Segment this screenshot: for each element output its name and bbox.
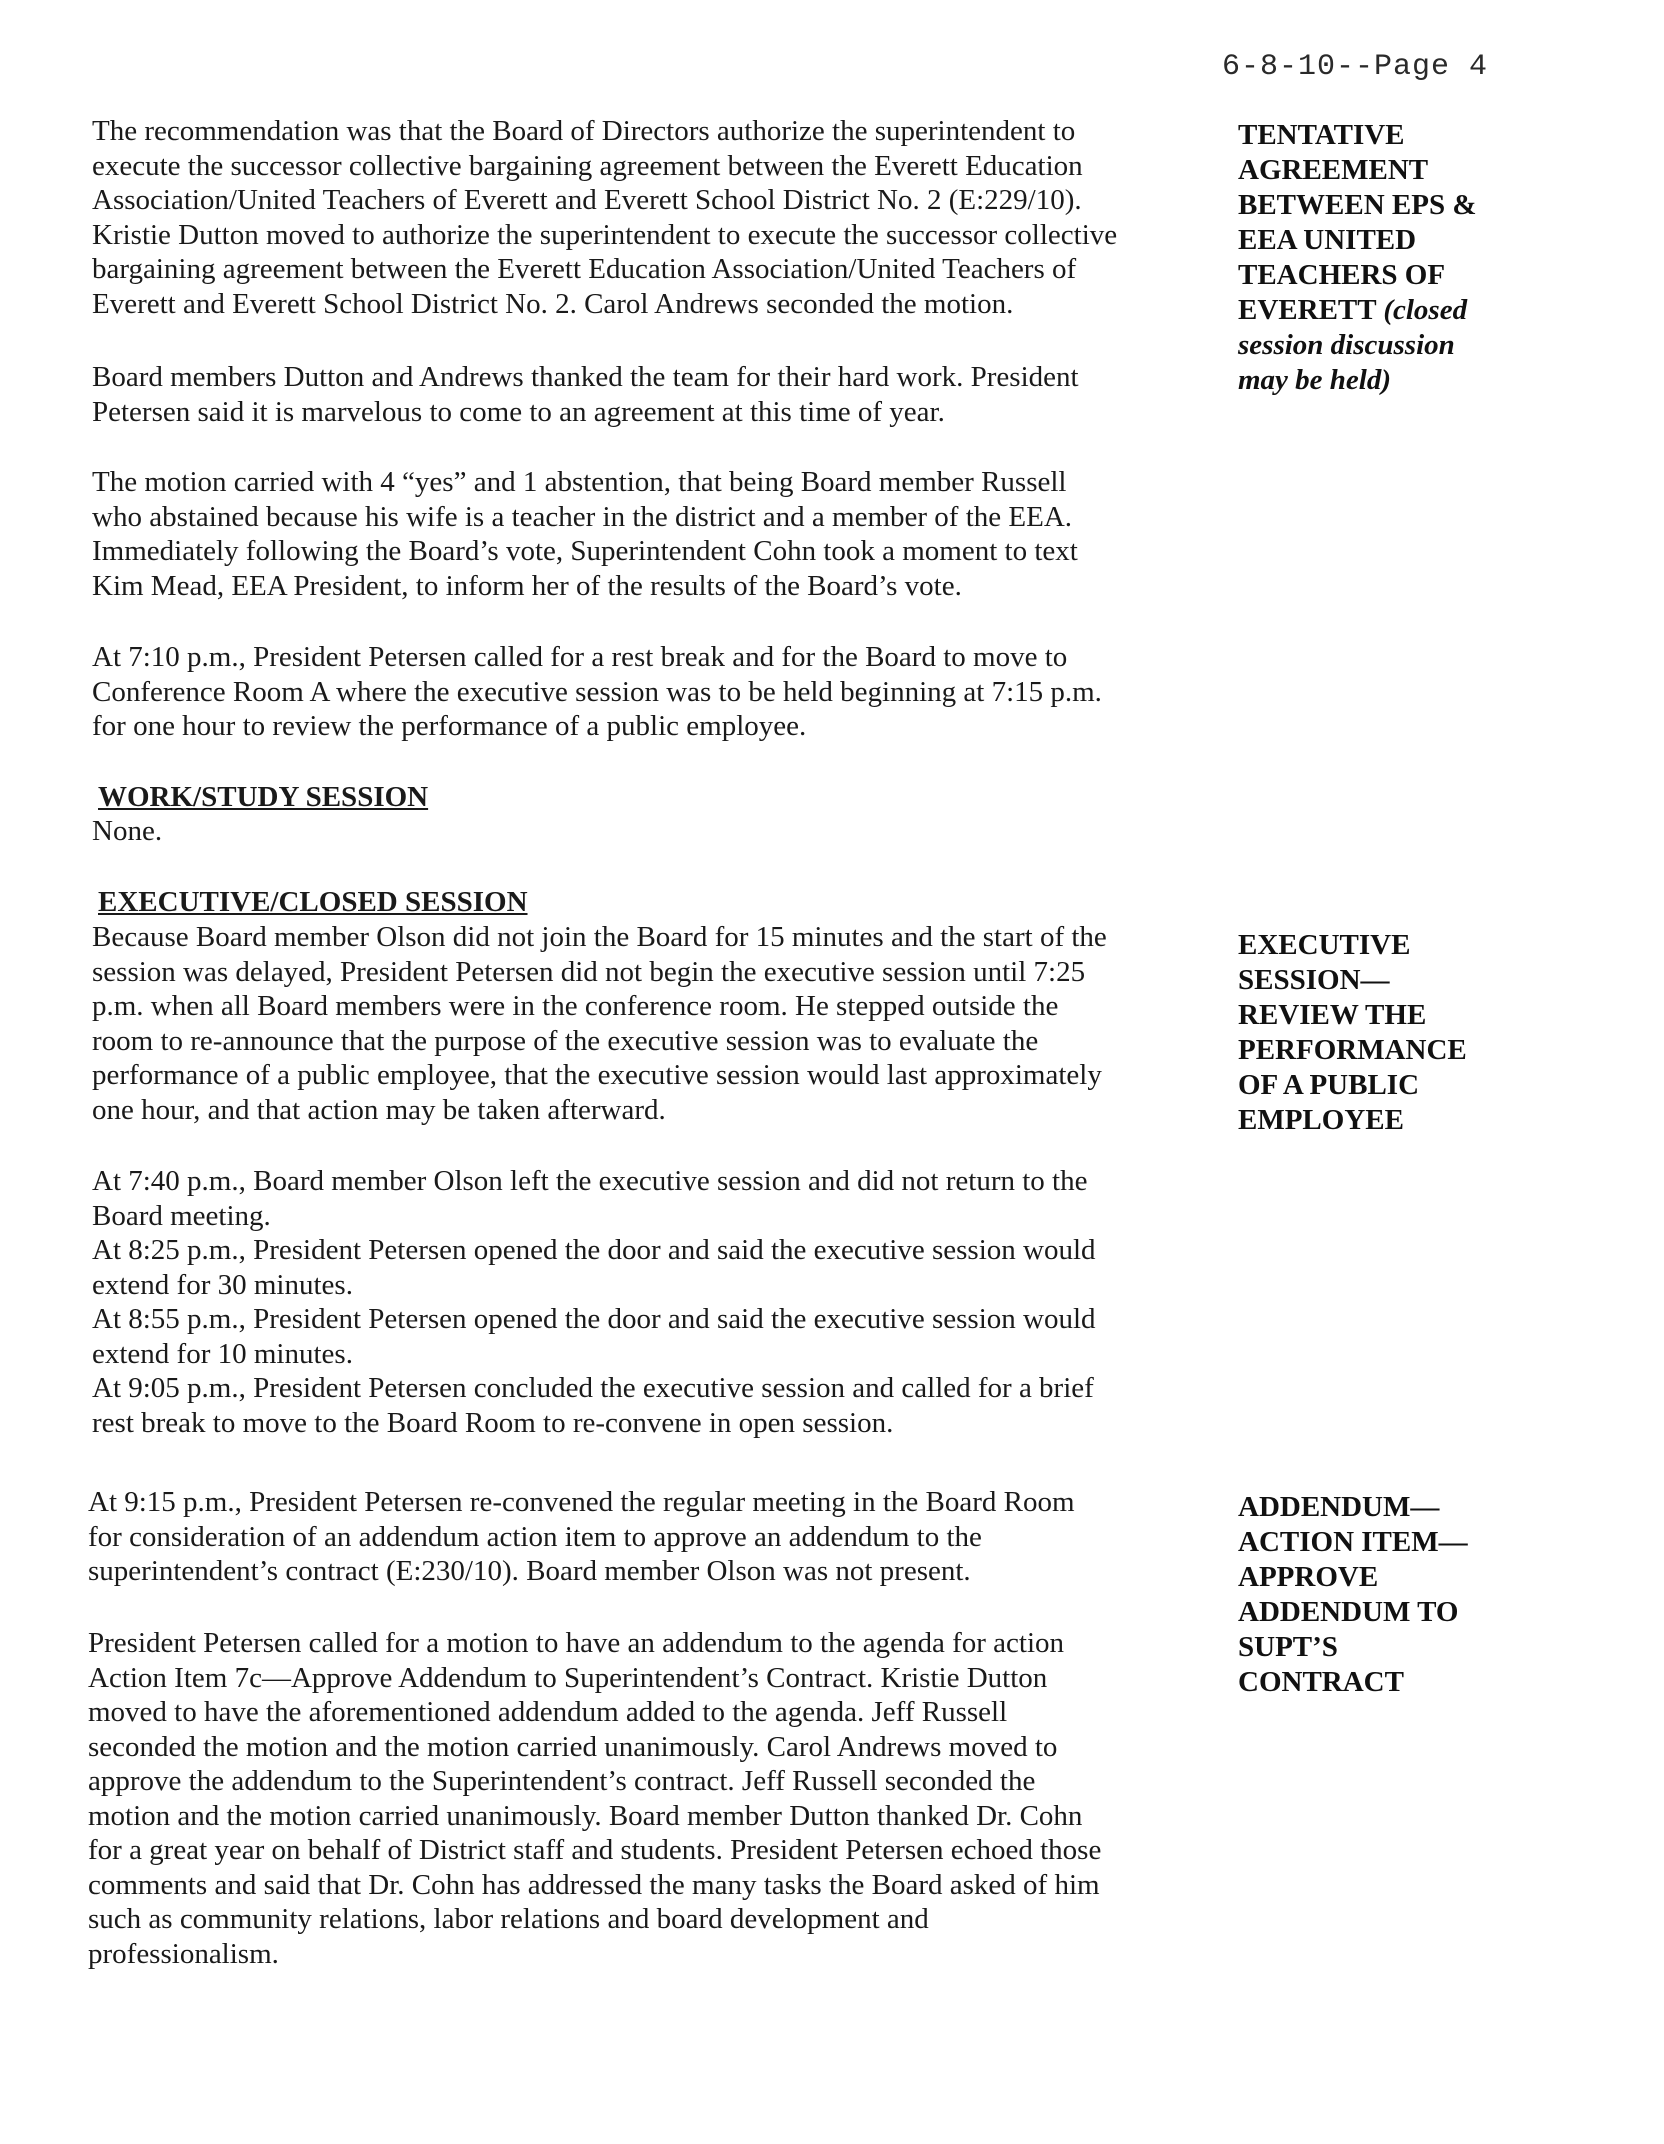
margin-line: BETWEEN EPS & bbox=[1238, 189, 1477, 221]
text-line: professionalism. bbox=[88, 1937, 279, 1970]
margin-line: APPROVE bbox=[1238, 1561, 1379, 1593]
margin-line: EXECUTIVE bbox=[1238, 929, 1411, 961]
text-line: who abstained because his wife is a teacher in the district and a member of the EEA. bbox=[92, 500, 1073, 533]
margin-heading-addendum-action bbox=[1238, 1490, 1638, 1700]
text-line: Kristie Dutton moved to authorize the superintendent to execute the successor collective bbox=[92, 218, 1118, 251]
margin-line: REVIEW THE bbox=[1238, 999, 1427, 1031]
text-line: None. bbox=[92, 815, 163, 847]
text-line: execute the successor collective bargaining agreement between the Everett Education bbox=[92, 149, 1083, 182]
margin-heading-tentative-agreement bbox=[1238, 118, 1638, 398]
margin-line-italic: (closed bbox=[1383, 294, 1468, 326]
margin-line: OF A PUBLIC bbox=[1238, 1069, 1420, 1101]
text-line: superintendent’s contract (E:230/10). Board member Olson was not present. bbox=[88, 1555, 971, 1587]
text-line: for one hour to review the performance of a public employee. bbox=[92, 710, 807, 742]
paragraph-recommendation bbox=[92, 114, 1192, 321]
text-line: Association/United Teachers of Everett and Everett School District No. 2 (E:229/10). bbox=[92, 184, 1082, 216]
text-line: performance of a public employee, that the executive session would last approximately bbox=[92, 1059, 1102, 1091]
text-line: rest break to move to the Board Room to re-convene in open session. bbox=[92, 1406, 894, 1439]
text-line: for a great year on behalf of District staff and students. President Petersen echoed those bbox=[88, 1834, 1102, 1866]
text-line: room to re-announce that the purpose of the executive session was to evaluate the bbox=[92, 1024, 1039, 1057]
text-line: extend for 10 minutes. bbox=[92, 1337, 353, 1370]
text-line: At 9:05 p.m., President Petersen concluded the executive session and called for a brief bbox=[92, 1372, 1094, 1404]
text-line: Immediately following the Board’s vote, Superintendent Cohn took a moment to text bbox=[92, 535, 1078, 567]
margin-line: TENTATIVE bbox=[1238, 119, 1405, 151]
text-line: bargaining agreement between the Everett Education Association/United Teachers of bbox=[92, 253, 1077, 285]
margin-line-bold: EVERETT bbox=[1238, 294, 1384, 326]
paragraph-reconvene bbox=[88, 1485, 1188, 1589]
paragraph-rest-break bbox=[92, 640, 1192, 744]
heading-work-study-session: WORK/STUDY SESSION bbox=[98, 781, 429, 813]
margin-line bbox=[1238, 293, 1638, 328]
paragraph-exec-session bbox=[92, 920, 1192, 1127]
margin-line: EEA UNITED bbox=[1238, 224, 1417, 256]
margin-line: SUPT’S bbox=[1238, 1631, 1338, 1663]
text-line: Everett and Everett School District No. 2. Carol Andrews seconded the motion. bbox=[92, 287, 1014, 320]
text-line: extend for 30 minutes. bbox=[92, 1268, 353, 1301]
margin-line: ADDENDUM— bbox=[1238, 1491, 1440, 1523]
text-line: Petersen said it is marvelous to come to an agreement at this time of year. bbox=[92, 395, 945, 428]
paragraph-timeline bbox=[92, 1164, 1192, 1440]
text-line: motion and the motion carried unanimously. Board member Dutton thanked Dr. Cohn bbox=[88, 1799, 1083, 1832]
margin-line: SESSION— bbox=[1238, 964, 1390, 996]
margin-line: EMPLOYEE bbox=[1238, 1104, 1404, 1136]
text-line: one hour, and that action may be taken afterward. bbox=[92, 1093, 666, 1126]
text-line: Action Item 7c—Approve Addendum to Superintendent’s Contract. Kristie Dutton bbox=[88, 1661, 1048, 1694]
text-line: At 8:25 p.m., President Petersen opened the door and said the executive session would bbox=[92, 1234, 1096, 1266]
text-line: Conference Room A where the executive session was to be held beginning at 7:15 p.m. bbox=[92, 675, 1102, 708]
text-line: comments and said that Dr. Cohn has addressed the many tasks the Board asked of him bbox=[88, 1868, 1100, 1901]
text-line: The recommendation was that the Board of Directors authorize the superintendent to bbox=[92, 115, 1076, 147]
heading-executive-closed-session: EXECUTIVE/CLOSED SESSION bbox=[98, 886, 528, 918]
margin-line: session discussion bbox=[1238, 329, 1455, 361]
text-line: Because Board member Olson did not join the Board for 15 minutes and the start of the bbox=[92, 921, 1107, 953]
margin-line: ACTION ITEM— bbox=[1238, 1526, 1468, 1558]
paragraph-addendum-motion bbox=[88, 1626, 1188, 1971]
text-line: At 7:40 p.m., Board member Olson left the executive session and did not return to the bbox=[92, 1165, 1088, 1197]
text-line: At 9:15 p.m., President Petersen re-convened the regular meeting in the Board Room bbox=[88, 1486, 1075, 1518]
margin-line: CONTRACT bbox=[1238, 1666, 1404, 1698]
paragraph-work-study-none bbox=[92, 814, 1192, 849]
text-line: p.m. when all Board members were in the conference room. He stepped outside the bbox=[92, 990, 1059, 1022]
text-line: Board members Dutton and Andrews thanked the team for their hard work. President bbox=[92, 361, 1079, 393]
text-line: President Petersen called for a motion to have an addendum to the agenda for action bbox=[88, 1627, 1065, 1659]
margin-line: ADDENDUM TO bbox=[1238, 1596, 1459, 1628]
paragraph-thanks bbox=[92, 360, 1192, 429]
text-line: seconded the motion and the motion carried unanimously. Carol Andrews moved to bbox=[88, 1730, 1058, 1763]
text-line: Board meeting. bbox=[92, 1199, 271, 1232]
text-line: session was delayed, President Petersen did not begin the executive session until 7:25 bbox=[92, 955, 1086, 988]
margin-heading-executive-review bbox=[1238, 928, 1638, 1138]
text-line: Kim Mead, EEA President, to inform her of the results of the Board’s vote. bbox=[92, 569, 962, 602]
text-line: At 8:55 p.m., President Petersen opened the door and said the executive session would bbox=[92, 1303, 1096, 1335]
paragraph-motion-carried bbox=[92, 465, 1192, 603]
margin-line: PERFORMANCE bbox=[1238, 1034, 1467, 1066]
margin-line: may be held) bbox=[1238, 364, 1392, 396]
page-number-label: 6-8-10--Page 4 bbox=[1222, 50, 1489, 84]
text-line: The motion carried with 4 “yes” and 1 abstention, that being Board member Russell bbox=[92, 466, 1067, 498]
text-line: for consideration of an addendum action item to approve an addendum to the bbox=[88, 1520, 982, 1553]
text-line: such as community relations, labor relations and board development and bbox=[88, 1903, 929, 1935]
text-line: At 7:10 p.m., President Petersen called for a rest break and for the Board to move to bbox=[92, 641, 1068, 673]
margin-line: TEACHERS OF bbox=[1238, 259, 1446, 291]
text-line: approve the addendum to the Superintendent’s contract. Jeff Russell seconded the bbox=[88, 1765, 1036, 1797]
margin-line: AGREEMENT bbox=[1238, 154, 1429, 186]
text-line: moved to have the aforementioned addendum added to the agenda. Jeff Russell bbox=[88, 1696, 1008, 1728]
